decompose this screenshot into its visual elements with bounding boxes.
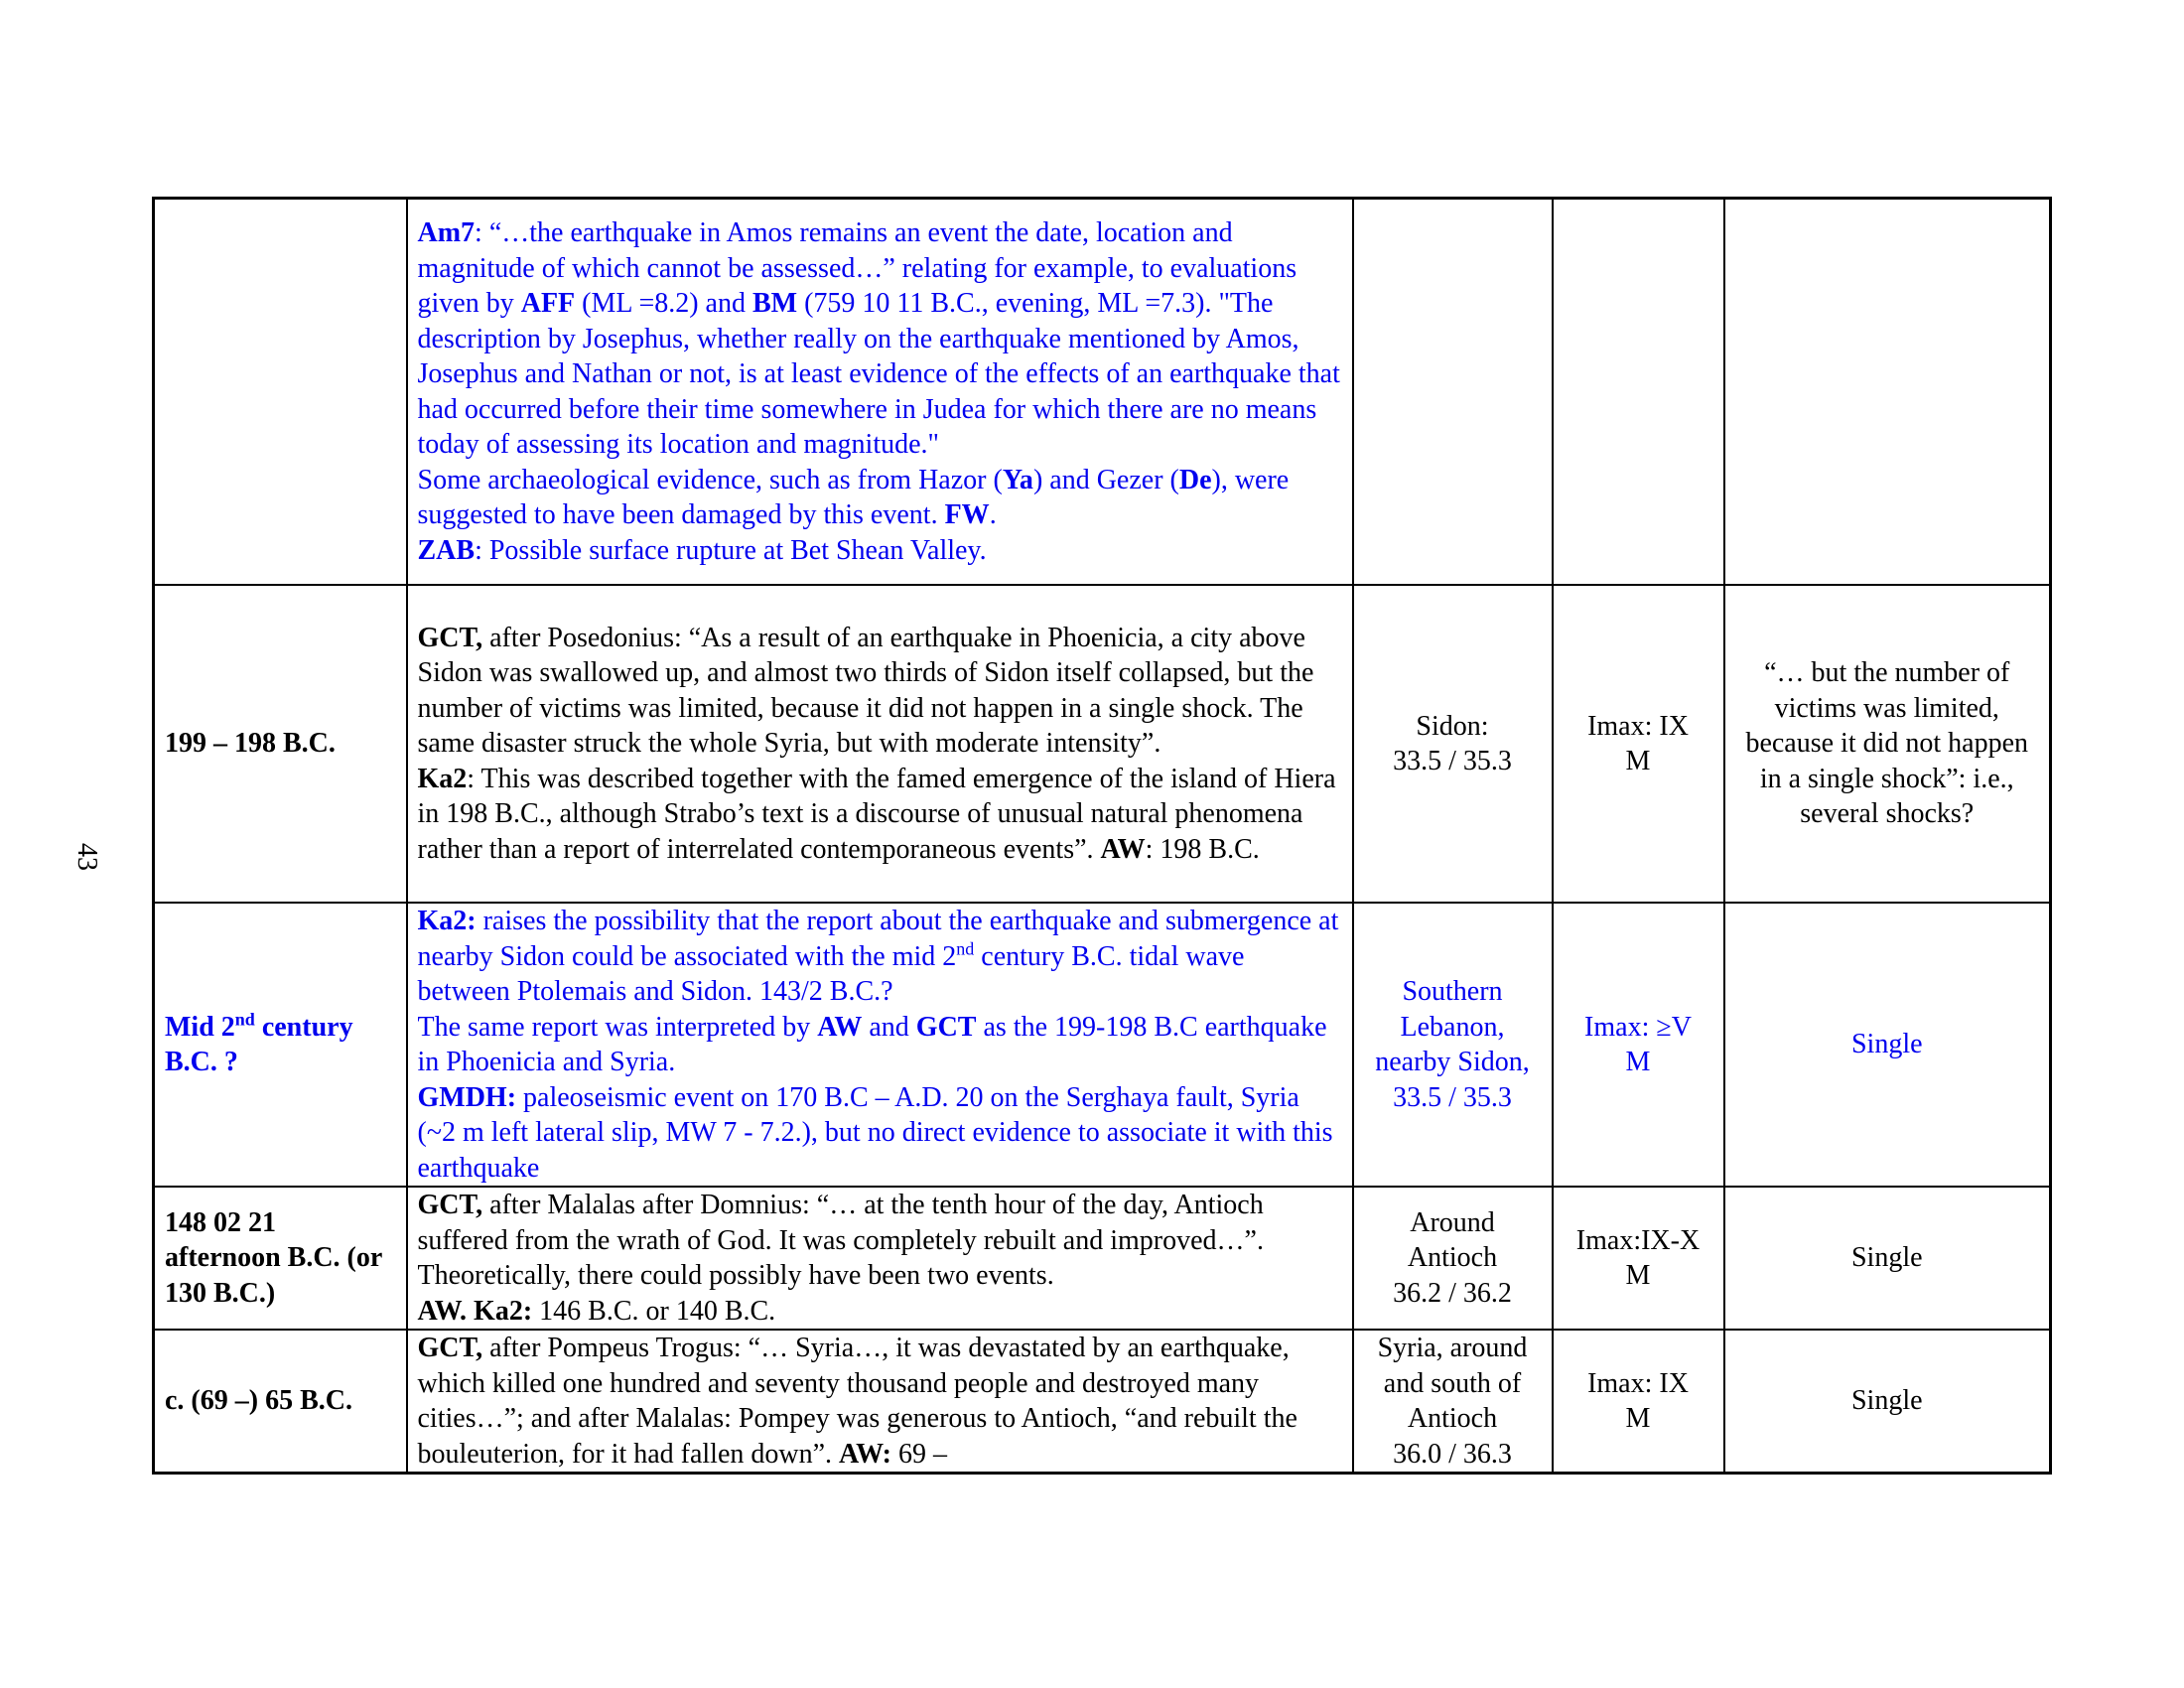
description-text: (759 10 11 B.C., evening, ML =7.3). "The description by Josephus, whether really on the earthquake mentioned by Amos, Josephus and Nathan or not, is at least evidence of the effects of an earthquake that had occurred before their time somewhere in Judea for which there are no means today of assessing its location and magnitude." — [417, 288, 1340, 460]
notes-cell: Single — [1724, 903, 2051, 1187]
source-reference: GCT — [915, 1011, 977, 1043]
description-paragraph — [418, 1294, 1342, 1330]
source-reference: ZAB — [417, 534, 476, 566]
description-cell — [407, 1330, 1353, 1474]
table-row — [154, 199, 2051, 586]
description-text: (ML =8.2) and — [575, 288, 752, 319]
superscript: nd — [956, 938, 975, 959]
source-reference: De — [1178, 464, 1212, 495]
notes-cell: “… but the number of victims was limited, because it did not happen in a single shock”: i.e., several shocks? — [1724, 585, 2051, 903]
source-reference: GMDH: — [417, 1081, 517, 1113]
description-text — [467, 1296, 474, 1327]
description-paragraph — [418, 621, 1342, 762]
description-cell — [407, 199, 1353, 586]
description-text: raises the possibility that the report about the earthquake and submergence at nearby Sidon could be associated with the mid 2 — [417, 906, 1339, 972]
intensity-cell: Imax: IX M — [1553, 1330, 1724, 1474]
date-cell: 199 – 198 B.C. — [154, 585, 407, 903]
description-text: : “…the earthquake in Amos remains an event the date, location and magnitude of which cannot be assessed…” relating for example, to evaluations given by — [417, 217, 1297, 319]
intensity-cell — [1553, 199, 1724, 586]
source-reference: Ka2: — [417, 906, 477, 936]
table-row — [154, 1330, 2051, 1474]
intensity-cell: Imax:IX-X M — [1553, 1187, 1724, 1330]
table-row — [154, 903, 2051, 1187]
date-cell — [154, 903, 407, 1187]
description-text: century B.C. tidal wave between Ptolemais and Sidon. 143/2 B.C.? — [417, 940, 1245, 1007]
notes-cell — [1724, 199, 2051, 586]
source-reference: FW — [944, 499, 990, 530]
source-reference: AFF — [520, 288, 576, 319]
table-row — [154, 585, 2051, 903]
description-paragraph — [418, 1331, 1342, 1472]
source-reference: GCT, — [417, 1190, 483, 1220]
date-cell: 148 02 21 afternoon B.C. (or 130 B.C.) — [154, 1187, 407, 1330]
description-cell — [407, 585, 1353, 903]
location-cell: Sidon: 33.5 / 35.3 — [1353, 585, 1553, 903]
page-number: 43 — [71, 843, 102, 871]
table-row — [154, 1187, 2051, 1330]
description-text: and — [862, 1011, 916, 1043]
location-cell: Around Antioch 36.2 / 36.2 — [1353, 1187, 1553, 1330]
description-text: as the 199-198 B.C earthquake in Phoenicia and Syria. — [417, 1011, 1327, 1077]
description-text: 69 – — [890, 1438, 947, 1470]
description-text: : This was described together with the famed emergence of the island of Hiera in 198 B.C., although Strabo’s text is a discourse of unusual natural phenomena rather than a report of interrelated contemporaneous events”. — [417, 763, 1336, 865]
description-paragraph — [418, 1010, 1342, 1080]
source-reference: AW. — [417, 1295, 468, 1327]
source-reference: Ka2: — [474, 1295, 533, 1327]
description-text: . — [989, 499, 997, 530]
location-cell: Southern Lebanon, nearby Sidon, 33.5 / 35.3 — [1353, 903, 1553, 1187]
description-text: after Posedonius: “As a result of an earthquake in Phoenicia, a city above Sidon was swallowed up, and almost two thirds of Sidon itself collapsed, but the number of victims was limited, because it did not happen in a single shock. The same disaster struck the whole Syria, but with moderate intensity”. — [417, 622, 1314, 760]
source-reference: BM — [751, 288, 798, 319]
description-text: paleoseismic event on 170 B.C – A.D. 20 on the Serghaya fault, Syria (~2 m left lateral slip, MW 7 - 7.2.), but no direct evidence to associate it with this earthquake — [417, 1081, 1333, 1184]
description-text: after Malalas after Domnius: “… at the tenth hour of the day, Antioch suffered from the wrath of God. It was completely rebuilt and improved…”. Theoretically, there could possibly have been two events. — [417, 1190, 1264, 1291]
description-text: ), were suggested to have been damaged by this event. — [417, 464, 1290, 530]
location-cell — [1353, 199, 1553, 586]
notes-cell: Single — [1724, 1187, 2051, 1330]
intensity-cell: Imax: ≥V M — [1553, 903, 1724, 1187]
date-text: Mid 2 — [165, 1011, 235, 1043]
description-paragraph — [418, 463, 1342, 533]
description-paragraph — [418, 1188, 1342, 1294]
description-text: The same report was interpreted by — [417, 1011, 818, 1043]
source-reference: Ya — [1002, 464, 1033, 495]
description-paragraph — [418, 904, 1342, 1010]
description-text: : 198 B.C. — [1145, 833, 1260, 865]
source-reference: AW — [1100, 833, 1146, 865]
notes-cell: Single — [1724, 1330, 2051, 1474]
location-cell: Syria, around and south of Antioch 36.0 / 36.3 — [1353, 1330, 1553, 1474]
description-cell — [407, 903, 1353, 1187]
description-cell — [407, 1187, 1353, 1330]
description-text: : Possible surface rupture at Bet Shean Valley. — [475, 534, 987, 566]
description-paragraph — [418, 1080, 1342, 1187]
description-text: ) and Gezer ( — [1032, 464, 1179, 495]
source-reference: Ka2 — [417, 763, 468, 794]
date-superscript: nd — [234, 1009, 255, 1030]
description-paragraph — [418, 762, 1342, 868]
date-cell — [154, 199, 407, 586]
intensity-cell: Imax: IX M — [1553, 585, 1724, 903]
source-reference: GCT, — [417, 1333, 483, 1363]
source-reference: Am7 — [417, 217, 476, 248]
date-text: century B.C. ? — [165, 1011, 353, 1077]
source-reference: AW: — [839, 1438, 891, 1470]
source-reference: AW — [817, 1011, 863, 1043]
date-cell: c. (69 –) 65 B.C. — [154, 1330, 407, 1474]
description-text: Some archaeological evidence, such as from Hazor ( — [417, 464, 1003, 495]
source-reference: GCT, — [417, 622, 483, 653]
description-text: after Pompeus Trogus: “… Syria…, it was devastated by an earthquake, which killed one hundred and seventy thousand people and destroyed many cities…”; and after Malalas: Pompey was generous to Antioch, “and rebuilt the bouleuterion, for it had fallen down”. — [417, 1333, 1297, 1470]
description-paragraph — [418, 215, 1342, 463]
earthquake-catalog-table — [152, 197, 2052, 1475]
description-text: 146 B.C. or 140 B.C. — [532, 1295, 776, 1327]
description-paragraph — [418, 533, 1342, 569]
